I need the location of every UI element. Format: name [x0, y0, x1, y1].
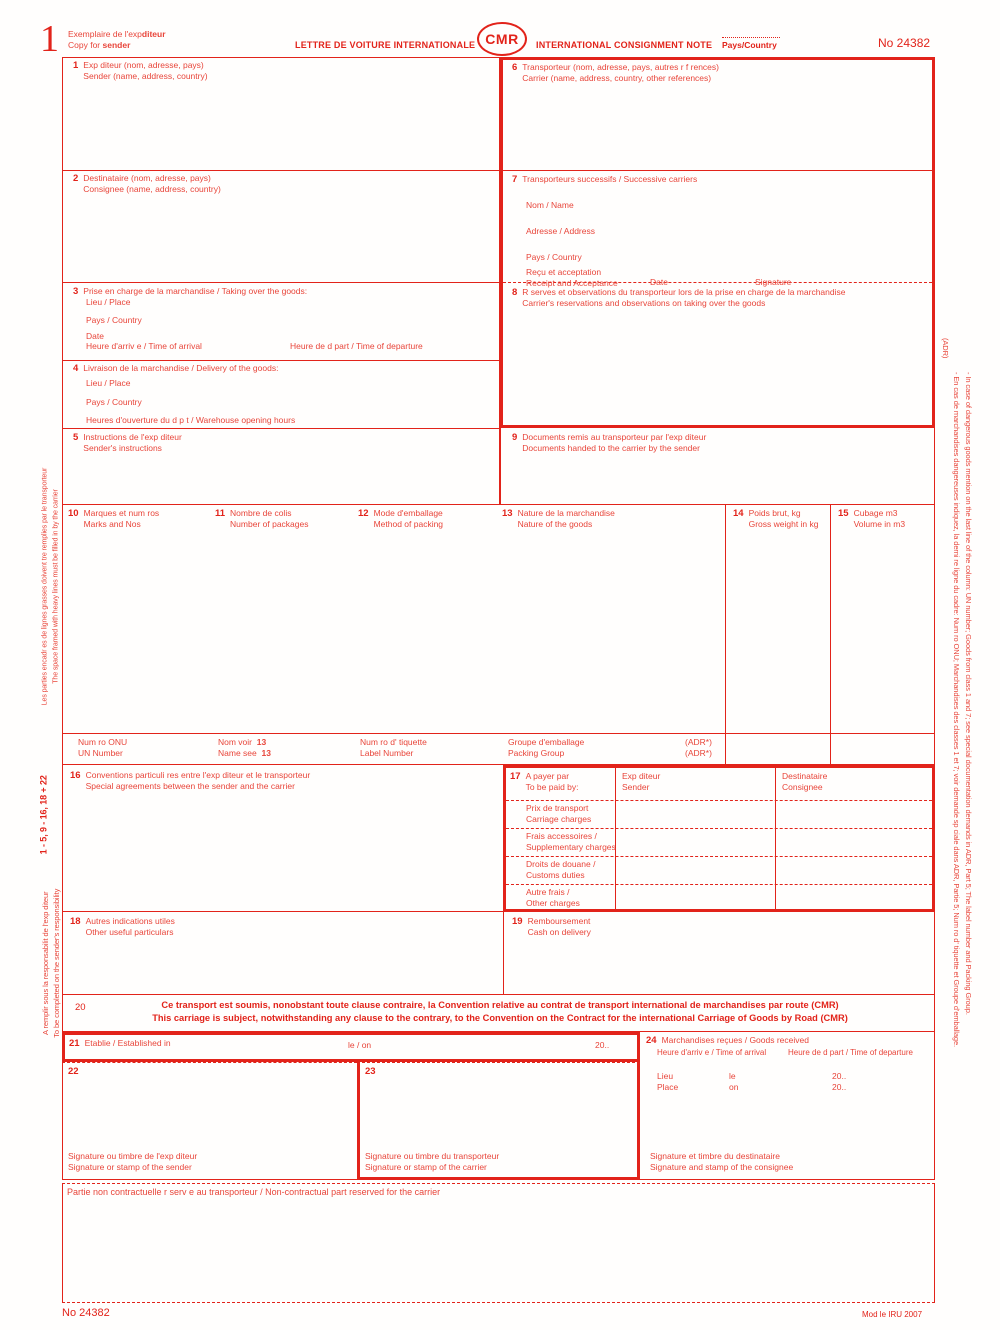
box-5-label: Instructions de l'exp diteur Sender's instructions: [83, 432, 182, 453]
box-24-on-label: le on: [729, 1071, 739, 1092]
box-7-address-label: Adresse / Address: [526, 226, 595, 236]
carrier-boxes-note: 1 - 5, 9 - 16, 18 + 22: [38, 775, 49, 855]
box-24-place-label: Lieu Place: [657, 1071, 679, 1092]
copy-label: Exemplaire de l'expditeur Copy for sender: [68, 29, 166, 50]
col-15-volume-field[interactable]: 15 Cubage m3 Volume in m3: [838, 508, 906, 529]
box-1-sender-field[interactable]: 1 Exp diteur (nom, adresse, pays) Sender (name, address, country): [73, 60, 208, 81]
box-7-date-label: Date: [650, 277, 668, 287]
sender-responsibility-note: A remplir sous la responsabilit de l'exp diteur To be completed on the sender's responsibility: [40, 888, 61, 1038]
country-label: Pays/Country: [722, 40, 777, 50]
box-3-place-label: Lieu / Place: [86, 297, 131, 307]
box-23-signature-label: Signature ou timbre du transporteur Signature or stamp of the carrier: [365, 1151, 500, 1172]
box-20-convention-statement: Ce transport est soumis, nonobstant toute clause contraire, la Convention relative au contrat de transport international de marchandises par route (CMR) This carriage is subject, notwithstanding any clause to the contrary, to the Convention on the Contract for the international Carriage of Goods by Road (CMR): [152, 1000, 848, 1023]
box-9-documents-field[interactable]: 9 Documents remis au transporteur par l'exp diteur Documents handed to the carrier by the sender: [512, 432, 707, 453]
box-17-consignee-header: Destinataire Consignee: [782, 771, 828, 792]
box-24-title: Marchandises reçues / Goods received: [661, 1035, 809, 1045]
cmr-logo: CMR: [477, 22, 527, 56]
cell-other-sender[interactable]: [616, 885, 774, 909]
box-20-number: 20: [75, 1002, 86, 1013]
box-24-arrival-label: Heure d'arriv e / Time of arrival: [657, 1048, 767, 1057]
adr-note-en: - In case of dangerous goods mention on the last line of the column: UN number; Goods from class 1 and 7; see special documentation demands in ADR, Part 5; The label number and Packing Group.: [964, 372, 973, 1015]
col-10-marks-field[interactable]: 10 Marques et num ros Marks and Nos: [68, 508, 160, 529]
box-7-signature-label: Signature: [755, 277, 792, 287]
box-7-title: Transporteurs successifs / Successive carriers: [522, 174, 698, 184]
box-21-year-label: 20..: [595, 1040, 610, 1050]
model-label: Mod le IRU 2007: [862, 1310, 923, 1319]
goods-section-frame: [62, 505, 935, 765]
box-18-particulars-field[interactable]: 18 Autres indications utiles Other useful particulars: [70, 916, 175, 937]
title-fr: LETTRE DE VOITURE INTERNATIONALE: [295, 40, 476, 50]
box-7-name-label: Nom / Name: [526, 200, 574, 210]
box-2-label: Destinataire (nom, adresse, pays) Consignee (name, address, country): [83, 173, 221, 194]
box-17-sender-header: Exp diteur Sender: [622, 771, 661, 792]
box-21-date-label: le / on: [348, 1040, 372, 1050]
row-customs-duties-label: Droits de douane / Customs duties: [526, 859, 596, 880]
box-8-reservations-field[interactable]: 8 R serves et observations du transporteur lors de la prise en charge de la marchandise Carrier's reservations and observations on taking over the goods: [512, 287, 846, 308]
box-24-departure-label: Heure de d part / Time of departure: [788, 1048, 913, 1057]
col-12-packing-field[interactable]: 12 Mode d'emballage Method of packing: [358, 508, 444, 529]
doc-number-top: No 24382: [878, 36, 931, 50]
adr-note-fr: - En cas de marchandises dangereuses indiquez, la derni re ligne du cadre: Num ro ONU; Marchandises des classes 1 et 7; voir demande sp ciale dans ADR, Partie 5; Num ro d' tiquette et Groupe d'emballage.: [952, 372, 961, 1048]
box-17-paid-by-label: 17 A payer par To be paid by:: [510, 771, 579, 792]
label-number-label: Num ro d' tiquette Label Number: [360, 737, 427, 758]
box-8-label: R serves et observations du transporteur lors de la prise en charge de la marchandise Carrier's reservations and observations on taking over the goods: [522, 287, 846, 308]
copy-number: 1: [40, 18, 59, 60]
box-6-label: Transporteur (nom, adresse, pays, autres r f rences) Carrier (name, address, country, other references): [522, 62, 719, 83]
col-11-packages-field[interactable]: 11 Nombre de colis Number of packages: [215, 508, 309, 529]
box-3-departure-label: Heure de d part / Time of departure: [290, 341, 423, 351]
box-4-country-label: Pays / Country: [86, 397, 142, 407]
cell-customs-sender[interactable]: [616, 857, 774, 883]
title-en: INTERNATIONAL CONSIGNMENT NOTE: [536, 40, 713, 50]
row-other-charges-label: Autre frais / Other charges: [526, 887, 580, 908]
carrier-fill-note: Les parties encadr es de lignes grasses doivent tre remplies par le transporteur The space framed with heavy lines must be filled in by the carrier: [41, 467, 59, 706]
box-3-arrival-label: Heure d'arriv e / Time of arrival: [86, 341, 202, 351]
un-number-label: Num ro ONU UN Number: [78, 737, 128, 758]
box-3-country-label: Pays / Country: [86, 315, 142, 325]
box-7-country-label: Pays / Country: [526, 252, 582, 262]
box-5-instructions-field[interactable]: 5 Instructions de l'exp diteur Sender's instructions: [73, 432, 182, 453]
box-23-number: 23: [365, 1066, 376, 1077]
cell-customs-consignee[interactable]: [776, 857, 931, 883]
box-19-cod-field[interactable]: 19 Remboursement Cash on delivery: [512, 916, 591, 937]
cell-carriage-sender[interactable]: [616, 801, 774, 827]
adr-side-label: (ADR): [941, 338, 950, 359]
col-14-weight-field[interactable]: 14 Poids brut, kg Gross weight in kg: [733, 508, 819, 529]
col-13-nature-field[interactable]: 13 Nature de la marchandise Nature of the goods: [502, 508, 615, 529]
box-16-label: Conventions particuli res entre l'exp diteur et le transporteur Special agreements between the sender and the carrier: [85, 770, 311, 791]
box-3-taking-over[interactable]: 3 Prise en charge de la marchandise / Taking over the goods:: [73, 286, 308, 297]
box-4-title: Livraison de la marchandise / Delivery of the goods:: [83, 363, 279, 373]
box-4-delivery[interactable]: 4 Livraison de la marchandise / Delivery of the goods:: [73, 363, 279, 374]
cell-supplementary-sender[interactable]: [616, 829, 774, 855]
box-6-carrier-field[interactable]: 6 Transporteur (nom, adresse, pays, autres r f rences) Carrier (name, address, country, other references): [512, 62, 719, 83]
box-22-number: 22: [68, 1066, 79, 1077]
box-4-place-label: Lieu / Place: [86, 378, 131, 388]
cell-carriage-consignee[interactable]: [776, 801, 931, 827]
box-21-established-label: Etablie / Established in: [84, 1038, 171, 1048]
box-7-receipt-label: Reçu et acceptation Receipt and Acceptance: [526, 267, 618, 288]
adr-ref-label: (ADR*) (ADR*): [685, 737, 712, 758]
packing-group-label: Groupe d'emballage Packing Group: [508, 737, 585, 758]
box-16-agreements-field[interactable]: 16 Conventions particuli res entre l'exp diteur et le transporteur Special agreements between the sender and the carrier: [70, 770, 311, 791]
carrier-heavy-frame: [500, 57, 935, 428]
row-supplementary-charges-label: Frais accessoires / Supplementary charges: [526, 831, 616, 852]
country-dotted-line: [722, 37, 780, 38]
box-7-successive-carriers[interactable]: 7 Transporteurs successifs / Successive carriers: [512, 174, 698, 185]
cell-supplementary-consignee[interactable]: [776, 829, 931, 855]
box-24-goods-received[interactable]: 24 Marchandises reçues / Goods received: [646, 1035, 809, 1046]
name-see-13-label: Nom voir 13 Name see 13: [218, 737, 271, 758]
box-3-title: Prise en charge de la marchandise / Taking over the goods:: [83, 286, 308, 296]
box-21-established-field[interactable]: 21 Etablie / Established in: [69, 1038, 171, 1049]
noncontractual-frame[interactable]: [62, 1183, 935, 1303]
box-24-signature-label: Signature et timbre du destinataire Signature and stamp of the consignee: [650, 1151, 794, 1172]
doc-number-bottom: No 24382: [62, 1307, 110, 1319]
box-24-year-labels: 20.. 20..: [832, 1071, 847, 1092]
cell-other-consignee[interactable]: [776, 885, 931, 909]
box-1-label: Exp diteur (nom, adresse, pays) Sender (name, address, country): [83, 60, 208, 81]
box-9-label: Documents remis au transporteur par l'exp diteur Documents handed to the carrier by the sender: [522, 432, 707, 453]
box-4-hours-label: Heures d'ouverture du d p t / Warehouse opening hours: [86, 415, 296, 425]
box-3-date-label: Date: [86, 331, 104, 341]
row-carriage-charges-label: Prix de transport Carriage charges: [526, 803, 592, 824]
box-22-signature-label: Signature ou timbre de l'exp diteur Signature or stamp of the sender: [68, 1151, 198, 1172]
noncontractual-label: Partie non contractuelle r serv e au transporteur / Non-contractual part reserved for the carrier: [67, 1187, 441, 1197]
box-2-consignee-field[interactable]: 2 Destinataire (nom, adresse, pays) Consignee (name, address, country): [73, 173, 221, 194]
